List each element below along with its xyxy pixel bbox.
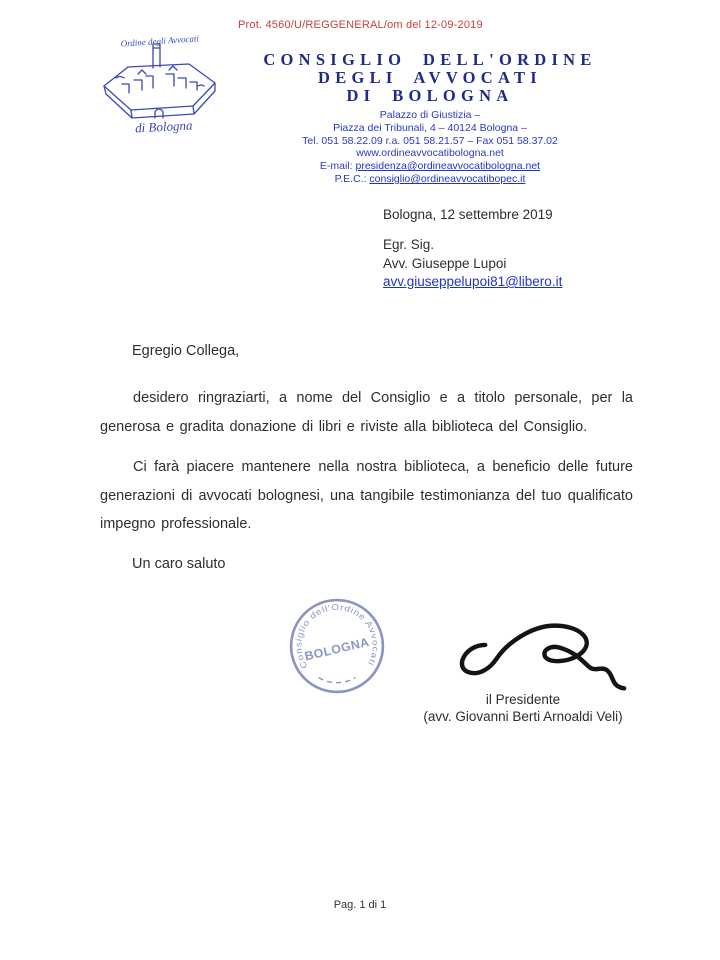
pec-line [230,173,630,186]
org-name [230,51,630,105]
email-label: E-mail: [319,160,356,173]
body-paragraph-1: desidero ringraziarti, a nome del Consiglio e a titolo personale, per la generosa e gradita donazione di libri e riviste alla biblioteca del Consiglio. [100,390,633,435]
recipient-honorific: Egr. Sig. [383,237,435,252]
org-logo [94,34,226,136]
logo-caption-bottom: di Bologna [134,117,193,136]
org-name-line2: DEGLI AVVOCATI [318,68,542,87]
stamp-center-text: BOLOGNA [303,634,371,664]
date-line: Bologna, 12 settembre 2019 [383,207,553,222]
page-number: Pag. 1 di 1 [333,899,387,911]
address-line1: Palazzo di Giustizia – [379,109,481,121]
signature-name: (avv. Giovanni Berti Arnoaldi Veli) [423,709,623,724]
org-name-line1: CONSIGLIO DELL'ORDINE [263,50,597,69]
org-name-line3: DI BOLOGNA [346,86,514,105]
org-pec-link[interactable]: consiglio@ordineavvocatibopec.it [369,172,526,185]
address-line3: Tel. 051 58.22.09 r.a. 051 58.21.57 – Fax 051 58.37.02 [302,134,558,147]
pec-label: P.E.C.: [334,172,370,185]
org-address [230,109,630,186]
letterhead [230,51,630,186]
email-line [230,160,630,173]
body-paragraph-2: Ci farà piacere mantenere nella nostra biblioteca, a beneficio delle future generazioni di avvocati bolognesi, una tangibile testimonianza del tuo qualificato impegno professionale. [100,459,633,532]
recipient-email-link[interactable]: avv.giuseppelupoi81@libero.it [383,274,563,289]
stamp-ring-text: Consiglio dell'Ordine Avvocati [293,601,381,671]
signature-title: il Presidente [485,692,561,707]
address-line2: Piazza dei Tribunali, 4 – 40124 Bologna – [333,121,527,134]
recipient-block [383,236,562,292]
protocol-line: Prot. 4560/U/REGGENERAL/om del 12-09-2019 [238,19,483,31]
logo-caption-top: Ordine degli Avvocati [120,34,200,49]
org-website[interactable]: www.ordineavvocatibologna.net [356,147,504,160]
signature [446,616,644,698]
closing-line: Un caro saluto [132,556,226,572]
org-logo-drawing [94,34,226,136]
salutation: Egregio Collega, [132,343,240,359]
org-email-link[interactable]: presidenza@ordineavvocatibologna.net [355,160,541,173]
signature-scrawl-icon [446,616,644,698]
office-stamp [286,595,388,697]
recipient-name: Avv. Giuseppe Lupoi [383,255,507,271]
round-stamp-icon [286,595,388,697]
